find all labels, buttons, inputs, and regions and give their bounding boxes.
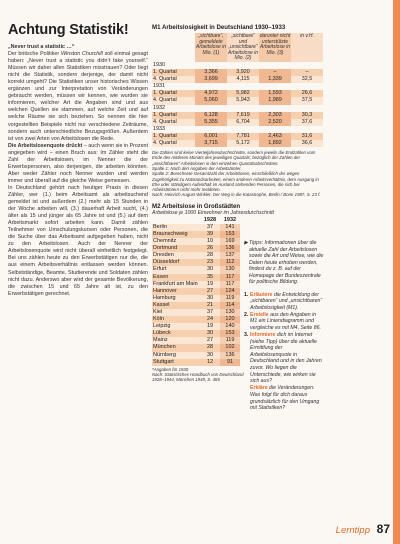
task-item [244, 312, 324, 332]
intro-title: „Never trust a statistic …“ [8, 44, 75, 50]
m1-cell: 2,463 [259, 133, 291, 140]
m1-header-2: „sichtbare“ und „unsichtbare“ Arbeitslose in Mio. (2) [227, 33, 258, 62]
m2-value: 117 [220, 281, 240, 288]
m1-row-label: 1. Quartal [152, 112, 195, 119]
page-margin [330, 0, 400, 544]
m2-row [152, 274, 240, 281]
m1-badge: M1 [152, 24, 161, 31]
m2-value: 130 [220, 266, 240, 273]
task-operator: Erkläre [250, 385, 268, 392]
m1-note: Die Zahlen sind keine Vierteljahresdurchschnitte, sondern jeweils die Endzahlen vom Ende des mittleren Monats des jeweiligen Quartals; bezüglich der Zahlen der „unsichtbaren“ Arbeitslosen in den einzelnen Quartalsabschnitten. Spalte 1: Nach den Angaben der Arbeitsämter. Spalte 2: Berechnete Gesamtzahl der Arbeitslosen, einschließlich der wegen Zugehörigkeit zu Notstandsarbeiten, einem anderen Arbeitsverhältnis, dem Ausgang in Ehe oder ständigem Aufenthalt im Ausland stehenden Personen, die sich bei Arbeitsämtern nicht mehr meldeten. Nach: Heinrich August Winkler, Der Weg in die Katastrophe, Berlin / Bonn 1987, S. 23 f. [152, 150, 321, 198]
m2-city: Frankfurt am Main [152, 281, 200, 288]
task-item [244, 332, 324, 385]
m1-cell: 2,303 [259, 112, 291, 119]
m1-year-row [152, 126, 323, 133]
m2-value: 30 [200, 352, 220, 359]
task-number: 3. [244, 332, 249, 339]
m2-value: 137 [220, 252, 240, 259]
m1-cell: 3,920 [227, 69, 259, 76]
m1-row-label: 4. Quartal [152, 119, 195, 126]
m1-row-label: 1. Quartal [152, 133, 195, 140]
m1-cell: – [259, 69, 291, 76]
m1-cell: 1,989 [259, 97, 291, 104]
paragraph-1: – auch wenn sie in Prozent angegeben wird – einen Bruch aus: Im Zähler steht die Zahl der Arbeitslosen, im Nenner die der Erwerbspersonen, also derjenigen, die arbeiten könnten. Aber weder Zähler noch Nenner wurden und werden immer und überall auf die gleiche Weise gemessen. [8, 142, 148, 184]
m2-value: 37 [200, 309, 220, 316]
m1-cell: 6,128 [195, 112, 227, 119]
m2-value: 119 [220, 295, 240, 302]
m2-value: 30 [200, 266, 220, 273]
m2-city: Nürnberg [152, 352, 200, 359]
m2-value: 130 [220, 309, 240, 316]
m1-cell: 6,001 [195, 133, 227, 140]
m2-value: 140 [220, 323, 240, 330]
m2-value: 91 [220, 359, 240, 366]
task-list [244, 292, 324, 412]
m2-badge: M2 [152, 202, 161, 210]
m1-row [152, 119, 323, 126]
m1-cell: 6,704 [227, 119, 259, 126]
m2-title-text: Arbeitslose in Großstädten [161, 202, 241, 210]
m2-value: 153 [220, 231, 240, 238]
m1-cell: 2,520 [259, 119, 291, 126]
m2-value: 169 [220, 238, 240, 245]
m1-cell: 1,892 [259, 140, 291, 147]
m2-title [152, 203, 323, 210]
m1-year-label: 1930 [153, 61, 165, 68]
m1-header-1: „sichtbare“, gemeldete Arbeitslose in Mio. (1) [195, 33, 227, 62]
task-operator: Erstelle [250, 311, 269, 318]
m2-subtitle: Arbeitslose je 1000 Einwohner im Jahresdurchschnitt [152, 209, 274, 216]
m1-cell: 7,619 [227, 112, 259, 119]
m2-header-city [152, 217, 200, 224]
m2-city: Dresden [152, 252, 200, 259]
m1-cell: 37,5 [291, 97, 323, 104]
m2-value: 23 [200, 259, 220, 266]
m1-row [152, 133, 323, 140]
m1-cell: 4,115 [227, 76, 259, 83]
m2-row [152, 252, 240, 259]
page-title: Achtung Statistik! [8, 22, 129, 38]
m1-cell: 5,355 [195, 119, 227, 126]
m2-value: 102 [220, 344, 240, 351]
m2-city: Hamburg [152, 295, 200, 302]
m1-cell: 3,366 [195, 69, 227, 76]
m2-value: 141 [220, 224, 240, 231]
task-text: die Veränderungen. Was folgt für dich daraus grundsätzlich für den Umgang mit Statistiken? [250, 385, 320, 412]
m2-value: 21 [200, 302, 220, 309]
m2-value: 112 [220, 259, 240, 266]
m1-year-label: 1933 [153, 125, 165, 132]
m2-city: Kiel [152, 309, 200, 316]
page-number: 87 [376, 522, 390, 536]
m2-value: 120 [220, 316, 240, 323]
m2-row [152, 344, 240, 351]
m1-cell: – [291, 69, 323, 76]
task-item [244, 292, 324, 312]
page-footer [336, 522, 390, 536]
task-operator: Informiere [250, 332, 276, 339]
m2-value: 136 [220, 245, 240, 252]
m2-city: Köln [152, 316, 200, 323]
m1-cell: 30,3 [291, 112, 323, 119]
paragraph-1-lead: Die Arbeitslosenquote drückt [8, 142, 83, 149]
m2-value: 37 [200, 224, 220, 231]
m1-header-3: darunter nicht unterstützte Arbeitslose in Mio. (3) [259, 33, 291, 62]
m1-row [152, 76, 323, 83]
m2-city: Braunschweig [152, 231, 200, 238]
m1-row-label: 4. Quartal [152, 76, 195, 83]
m2-header-1932: 1932 [223, 216, 237, 223]
tip-arrow-icon: ▶ [244, 240, 248, 246]
m1-cell: 5,982 [227, 90, 259, 97]
m1-row [152, 112, 323, 119]
task-text: dich im Internet (siehe Tipp) über die aktuelle Ermittlung der Arbeitslosenquote in Deutschland und in den Jahren zuvor. Wo liegen die Unterschiede, wie wirken sie sich aus? [250, 332, 322, 385]
m2-city: Hannover [152, 288, 200, 295]
intro-text-3: Die Statistiken unser historisches Wissen ergänzen und zur Interpretation von Veränderungen gebraucht werden, müssen wir kennen, wie wurden sie informieren, welcher Art die Angaben sind und aus welchen Quellen sie stammen, auf welche Zeit und auf welche Räume sie sich beziehen. So nennen die hier vorgestellten Beispiele nicht nur verschiedene Zeiträume, sondern auch unterschiedliche Bezugsgrößen. Außerdem ist von zwei Arten von Arbeitslosen die Rede. [8, 79, 148, 142]
m2-city: Leipzig [152, 323, 200, 330]
m2-city: München [152, 344, 200, 351]
m1-row-label: 4. Quartal [152, 97, 195, 104]
m1-cell: 3,715 [195, 140, 227, 147]
m1-year-label: 1932 [153, 104, 165, 111]
m2-value: 10 [200, 238, 220, 245]
m2-row [152, 259, 240, 266]
m2-value: 27 [200, 288, 220, 295]
m2-value: 153 [220, 330, 240, 337]
m1-cell: 5,172 [227, 140, 259, 147]
m1-cell: 1,339 [259, 76, 291, 83]
m1-cell: 5,943 [227, 97, 259, 104]
m2-value: 27 [200, 337, 220, 344]
m2-row [152, 288, 240, 295]
m1-cell: 3,699 [195, 76, 227, 83]
m2-city: Mainz [152, 337, 200, 344]
m1-row-label: 1. Quartal [152, 69, 195, 76]
m1-row [152, 90, 323, 97]
m1-row [152, 69, 323, 76]
m1-cell: 31,6 [291, 133, 323, 140]
m2-value: 12 [200, 359, 220, 366]
m1-cell: 32,5 [291, 76, 323, 83]
m1-cell: 1,593 [259, 90, 291, 97]
m2-city: Kassel [152, 302, 200, 309]
m2-row [152, 316, 240, 323]
m2-value: 19 [200, 323, 220, 330]
tip-text: Tipps: Informationen über die aktuelle Zahl der Arbeitslosen sowie die Art und Weise, wie die Daten heute erhoben werden, findest du z. B. auf der Homepage der Bundeszentrale für politische Bildung. [249, 240, 324, 285]
m2-header-1928: 1928 [203, 216, 217, 223]
m2-value: 117 [220, 274, 240, 281]
m2-value: 124 [220, 288, 240, 295]
m2-row [152, 309, 240, 316]
lerntipp-label: Lerntipp [335, 525, 370, 536]
task-text: aus den Angaben in M1 ein Liniendiagramm und vergleiche es mit M4, Seite 86. [250, 311, 321, 331]
m1-year-row [152, 83, 323, 90]
task-item [244, 385, 324, 411]
m2-city: Erfurt [152, 266, 200, 273]
m1-header-4: in v.H. [291, 33, 323, 62]
m1-year-row [152, 62, 323, 69]
m2-value: 26 [200, 245, 220, 252]
m2-city: Stuttgart [152, 359, 200, 366]
m2-row [152, 302, 240, 309]
left-column [8, 22, 148, 298]
churchill-name: Winston Churchill [60, 51, 103, 58]
m2-row [152, 323, 240, 330]
m1-title-text: Arbeitslosigkeit in Deutschland 1930–1933 [161, 24, 286, 31]
m1-cell: 5,060 [195, 97, 227, 104]
m1-year-row [152, 105, 323, 112]
m2-value: 30 [200, 330, 220, 337]
intro-text [8, 44, 148, 298]
m2-row [152, 266, 240, 273]
m2-row [152, 238, 240, 245]
task-number: 2. [244, 311, 249, 318]
m2-row [152, 224, 240, 231]
m2-row [152, 295, 240, 302]
m1-row-label: 1. Quartal [152, 90, 195, 97]
paragraph-2: In Deutschland gehört nach heutiger Praxis in diesen Zähler, wer (1.) beim Arbeitsamt als arbeitsuchend gemeldet ist und außerdem (2.) mehr als 15 Stunden in der Woche arbeiten will, (3.) dauerhaft Arbeit sucht, (4.) älter als 15 und jünger als 65 Jahre ist und (5.) auf dem Arbeitsmarkt sofort arbeiten kann. Damit zählen Teilnehmer von Umschulungskursen oder Personen, die die Suche über das Arbeitsamt aufgegeben haben, nicht zu den Arbeitslosen. Auch der Nenner der Arbeitslosenquote wird nicht überall einheitlich festgelegt. Bei uns zählen heute zu den Erwerbstätigen nur die, die aus einem Arbeitsverhältnis entlassen werden können. Selbstständige, Beamte, Studierende und Soldaten zählen nicht dazu. Anderswo aber wird der gesamte Bevölkerung, die zwischen 15 und 65 Jahre alt ist, zu den Erwerbstätigen gerechnet. [8, 184, 148, 297]
m1-row [152, 140, 323, 147]
m2-row [152, 352, 240, 359]
m2-city: Düsseldorf [152, 259, 200, 266]
m2-city: Chemnitz [152, 238, 200, 245]
m2-row [152, 330, 240, 337]
m1-corner [152, 33, 195, 62]
m2-city: Berlin [152, 224, 200, 231]
task-operator: Erläutere [250, 291, 273, 298]
tasks-box [244, 240, 324, 412]
m2-row [152, 359, 240, 366]
m2-value: 119 [220, 337, 240, 344]
m2-value: 19 [200, 281, 220, 288]
m2-value: 30 [200, 295, 220, 302]
m1-title [152, 24, 323, 31]
m1-row [152, 97, 323, 104]
m1-year-label: 1931 [153, 83, 165, 90]
m2-row [152, 231, 240, 238]
m2-row [152, 281, 240, 288]
m2-city: Dortmund [152, 245, 200, 252]
m1-row-label: 4. Quartal [152, 140, 195, 147]
m1-cell: 4,972 [195, 90, 227, 97]
m2-city: Lübeck [152, 330, 200, 337]
m2-city: Essen [152, 274, 200, 281]
m2-row [152, 337, 240, 344]
m2-value: 35 [200, 274, 220, 281]
intro-text-2: soll einmal gesagt haben: „Never trust a statistic you didn’t fake yourself.“ Müssen wir daher allen Statistiken misstrauen? Oder liegt nicht die Statistik, sondern derjenige, der damit nicht korrekt umgeht? [8, 51, 149, 86]
margin-stripe [393, 0, 400, 544]
m2-note: *Angaben für 1930 Nach: Statistisches Handbuch von Deutschland 1928–1944, München 1949, S. 485 [152, 366, 244, 383]
m2-value: 39 [200, 231, 220, 238]
task-number: 1. [244, 291, 249, 298]
m2-value: 136 [220, 352, 240, 359]
m1-cell: 37,6 [291, 119, 323, 126]
tip-box [244, 240, 324, 286]
m1-cell: 36,6 [291, 140, 323, 147]
m2-table [152, 217, 240, 366]
task-text: die Entwicklung der „sichtbaren“ und „unsichtbaren“ Arbeitslosigkeit (M1). [250, 291, 323, 311]
m2-row [152, 245, 240, 252]
m2-value: 28 [200, 344, 220, 351]
m2-value: 28 [200, 252, 220, 259]
intro-text-1: Der britische Politiker [8, 51, 61, 58]
m2-value: 114 [220, 302, 240, 309]
m1-cell: 26,6 [291, 90, 323, 97]
m1-table [152, 33, 323, 147]
m1-cell: 7,781 [227, 133, 259, 140]
m2-value: 24 [200, 316, 220, 323]
